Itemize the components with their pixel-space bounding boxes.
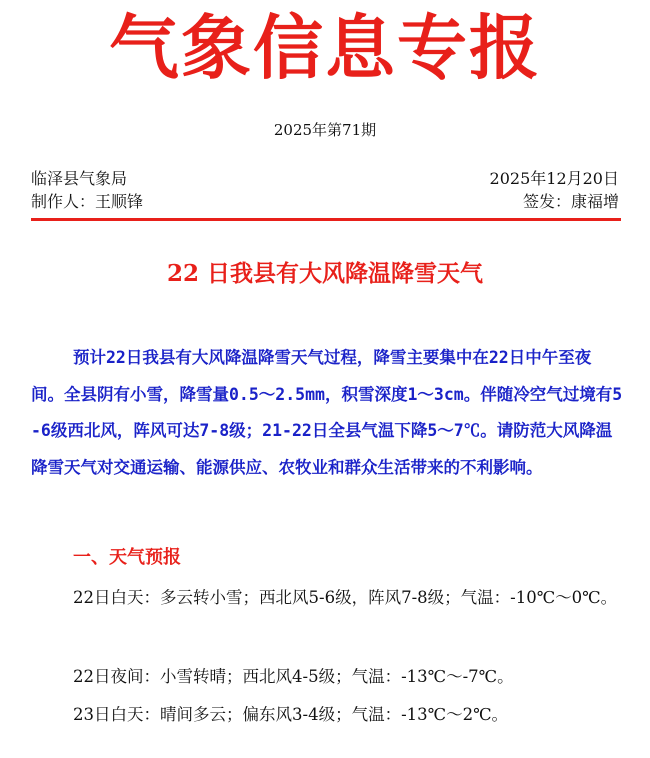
author-name: 制作人：王顺锋: [31, 192, 144, 211]
header-divider: [31, 218, 621, 221]
forecast-item: 22日白天：多云转小雪；西北风5-6级，阵风7-8级；气温：-10℃～0℃。: [73, 588, 618, 607]
issue-date: 2025年12月20日: [489, 169, 619, 188]
issue-number: 2025年第71期: [273, 121, 377, 139]
bulletin-headline: 22 日我县有大风降温降雪天气: [166, 260, 483, 287]
header-row-author: [31, 191, 619, 213]
header-row-issuer: [31, 168, 619, 190]
section-title-forecast: 一、天气预报: [73, 547, 181, 568]
issuer-name: 临泽县气象局: [31, 169, 128, 188]
approver-name: 签发：康福增: [522, 192, 619, 211]
forecast-item: 22日夜间：小雪转晴；西北风4-5级；气温：-13℃～-7℃。: [73, 667, 514, 686]
masthead-title: 气象信息专报: [109, 7, 541, 89]
forecast-item: 23日白天：晴间多云；偏东风3-4级；气温：-13℃～2℃。: [73, 705, 509, 724]
summary-paragraph: 预计22日我县有大风降温降雪天气过程，降雪主要集中在22日中午至夜间。全县阴有小雪，降雪量0.5～2.5mm，积雪深度1～3cm。伴随冷空气过境有5-6级西北风，阵风可达7-8级；21-22日全县气温下降5～7℃。请防范大风降温降雪天气对交通运输、能源供应、农牧业和群众生活带来的不利影响。: [31, 348, 623, 477]
